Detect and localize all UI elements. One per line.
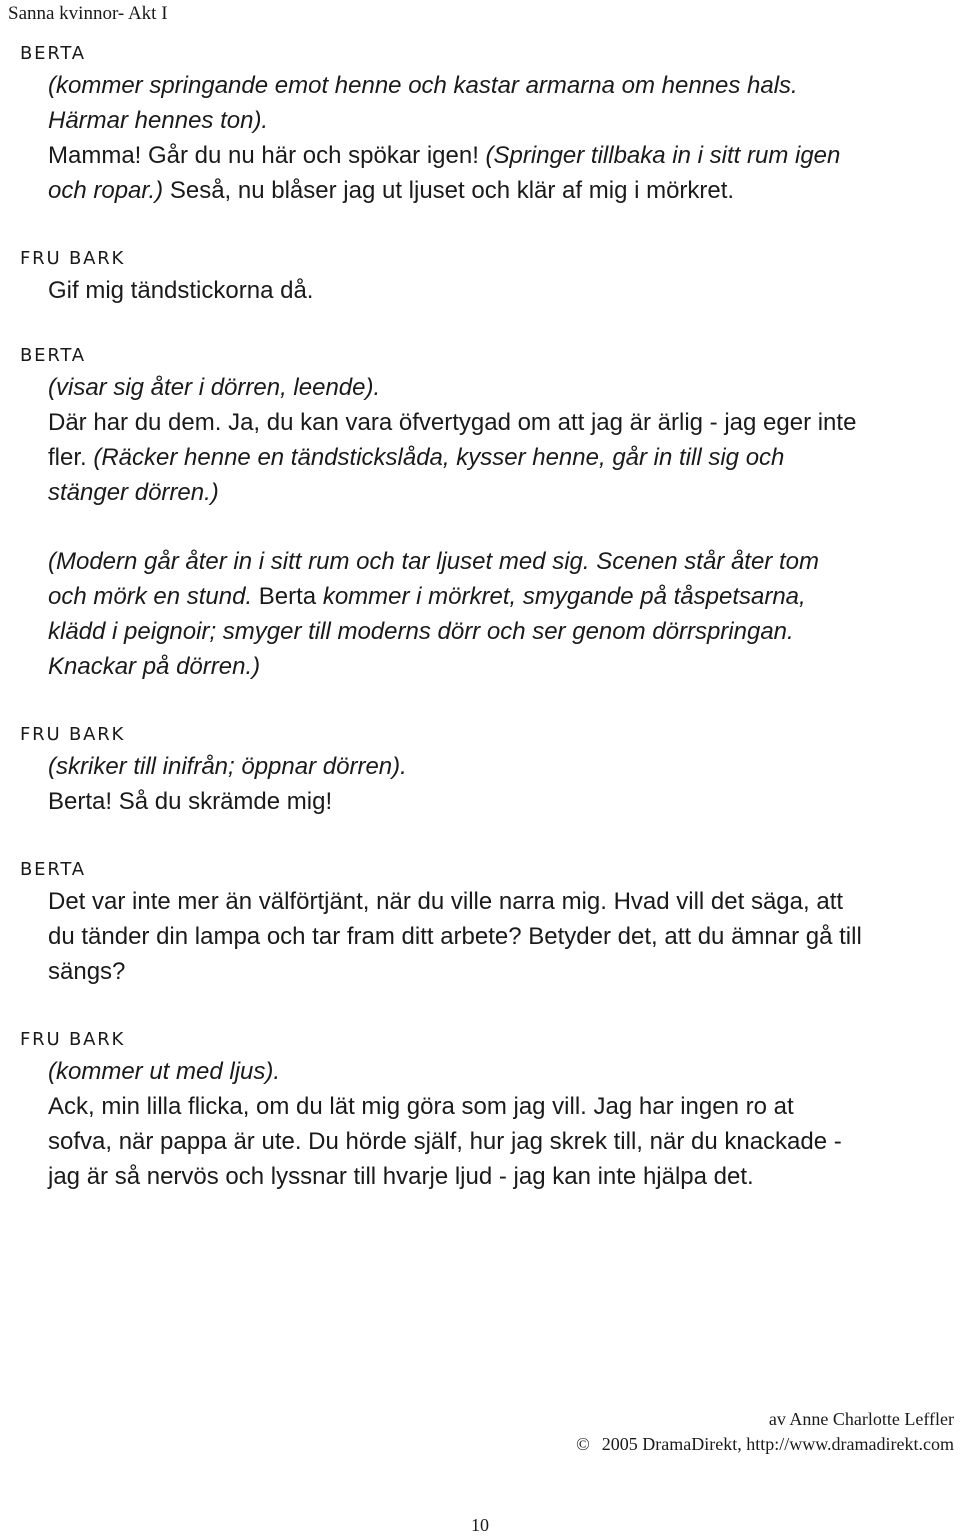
stage-direction-text: (visar sig åter i dörren, leende). xyxy=(48,374,381,401)
text-line xyxy=(48,614,950,649)
author-credit: av Anne Charlotte Leffler xyxy=(768,1409,954,1429)
stage-direction-text: (Räcker henne en tändstickslåda, kysser henne, går in till sig och xyxy=(93,444,785,471)
stage-direction xyxy=(20,544,950,684)
text-line xyxy=(48,579,950,614)
dialogue-text xyxy=(20,884,950,989)
dialogue-block xyxy=(20,721,950,819)
text-line xyxy=(48,884,950,919)
page-number: 10 xyxy=(471,1515,489,1535)
text-line xyxy=(48,405,950,440)
dialogue-text xyxy=(20,273,950,308)
dialogue-block xyxy=(20,342,950,510)
dialogue-text xyxy=(20,1054,950,1194)
stage-direction-text: kommer i mörkret, smygande på tåspetsarna, xyxy=(316,583,806,610)
stage-direction-text: (Springer tillbaka in i sitt rum igen xyxy=(485,142,841,169)
spoken-text: Berta xyxy=(258,583,317,610)
text-line xyxy=(48,370,950,405)
text-line xyxy=(48,138,950,173)
speaker-name: BERTA xyxy=(20,859,86,880)
spoken-text: Ack, min lilla flicka, om du lät mig göra som jag vill. Jag har ingen ro at xyxy=(48,1093,794,1120)
text-line xyxy=(48,103,950,138)
text-line xyxy=(48,1054,950,1089)
dialogue-text xyxy=(20,749,950,819)
speaker-name: BERTA xyxy=(20,43,86,64)
text-line xyxy=(48,919,950,954)
spoken-text: Berta! Så du skrämde mig! xyxy=(48,788,333,815)
text-line xyxy=(48,68,950,103)
text-line xyxy=(48,1089,950,1124)
dialogue-block xyxy=(20,1026,950,1194)
play-script xyxy=(20,40,950,1194)
text-line xyxy=(48,749,950,784)
spoken-text: Där har du dem. Ja, du kan vara öfvertygad om att jag är ärlig - jag eger inte xyxy=(48,409,857,436)
copyright-icon: © xyxy=(576,1434,590,1454)
stage-direction-text: (skriker till inifrån; öppnar dörren). xyxy=(48,753,407,780)
stage-direction-text: (Modern går åter in i sitt rum och tar ljuset med sig. Scenen står åter tom xyxy=(48,548,819,575)
spoken-text: Mamma! Går du nu här och spökar igen! xyxy=(48,142,486,169)
spoken-text: Det var inte mer än välförtjänt, när du ville narra mig. Hvad vill det säga, att xyxy=(48,888,844,915)
text-line xyxy=(48,954,950,989)
stage-direction-text: Knackar på dörren.) xyxy=(48,653,261,680)
speaker-name: FRU BARK xyxy=(20,248,126,269)
spoken-text: sofva, när pappa är ute. Du hörde själf, hur jag skrek till, när du knackade - xyxy=(48,1128,842,1155)
text-line xyxy=(48,1124,950,1159)
dialogue-block xyxy=(20,245,950,308)
stage-direction-text: Härmar hennes ton). xyxy=(48,107,269,134)
speaker-name: FRU BARK xyxy=(20,724,126,745)
text-line xyxy=(48,544,950,579)
spoken-text: jag är så nervös och lyssnar till hvarje ljud - jag kan inte hjälpa det. xyxy=(48,1163,754,1190)
speaker-name: FRU BARK xyxy=(20,1029,126,1050)
spoken-text: Gif mig tändstickorna då. xyxy=(48,277,314,304)
spoken-text: Seså, nu blåser jag ut ljuset och klär af mig i mörkret. xyxy=(163,177,735,204)
dialogue-block xyxy=(20,40,950,208)
copyright-text: 2005 DramaDirekt, http://www.dramadirekt.com xyxy=(601,1434,954,1454)
text-line xyxy=(48,1159,950,1194)
stage-direction-text: och mörk en stund. xyxy=(48,583,259,610)
stage-direction-text: (kommer springande emot henne och kastar armarna om hennes hals. xyxy=(48,72,798,99)
dialogue-block xyxy=(20,544,950,684)
text-line xyxy=(48,173,950,208)
stage-direction-text: klädd i peignoir; smyger till moderns dörr och ser genom dörrspringan. xyxy=(48,618,794,645)
copyright-line xyxy=(576,1432,954,1456)
dialogue-block xyxy=(20,856,950,989)
text-line xyxy=(48,440,950,475)
spoken-text: du tänder din lampa och tar fram ditt arbete? Betyder det, att du ämnar gå till xyxy=(48,923,862,950)
stage-direction-text: (kommer ut med ljus). xyxy=(48,1058,281,1085)
text-line xyxy=(48,784,950,819)
document-header: Sanna kvinnor- Akt I xyxy=(8,3,168,24)
stage-direction-text: stänger dörren.) xyxy=(48,479,219,506)
text-line xyxy=(48,649,950,684)
stage-direction-text: och ropar.) xyxy=(48,177,164,204)
text-line xyxy=(48,475,950,510)
text-line xyxy=(48,273,950,308)
dialogue-text xyxy=(20,68,950,208)
dialogue-text xyxy=(20,370,950,510)
spoken-text: fler. xyxy=(48,444,94,471)
spoken-text: sängs? xyxy=(48,958,126,985)
speaker-name: BERTA xyxy=(20,345,86,366)
